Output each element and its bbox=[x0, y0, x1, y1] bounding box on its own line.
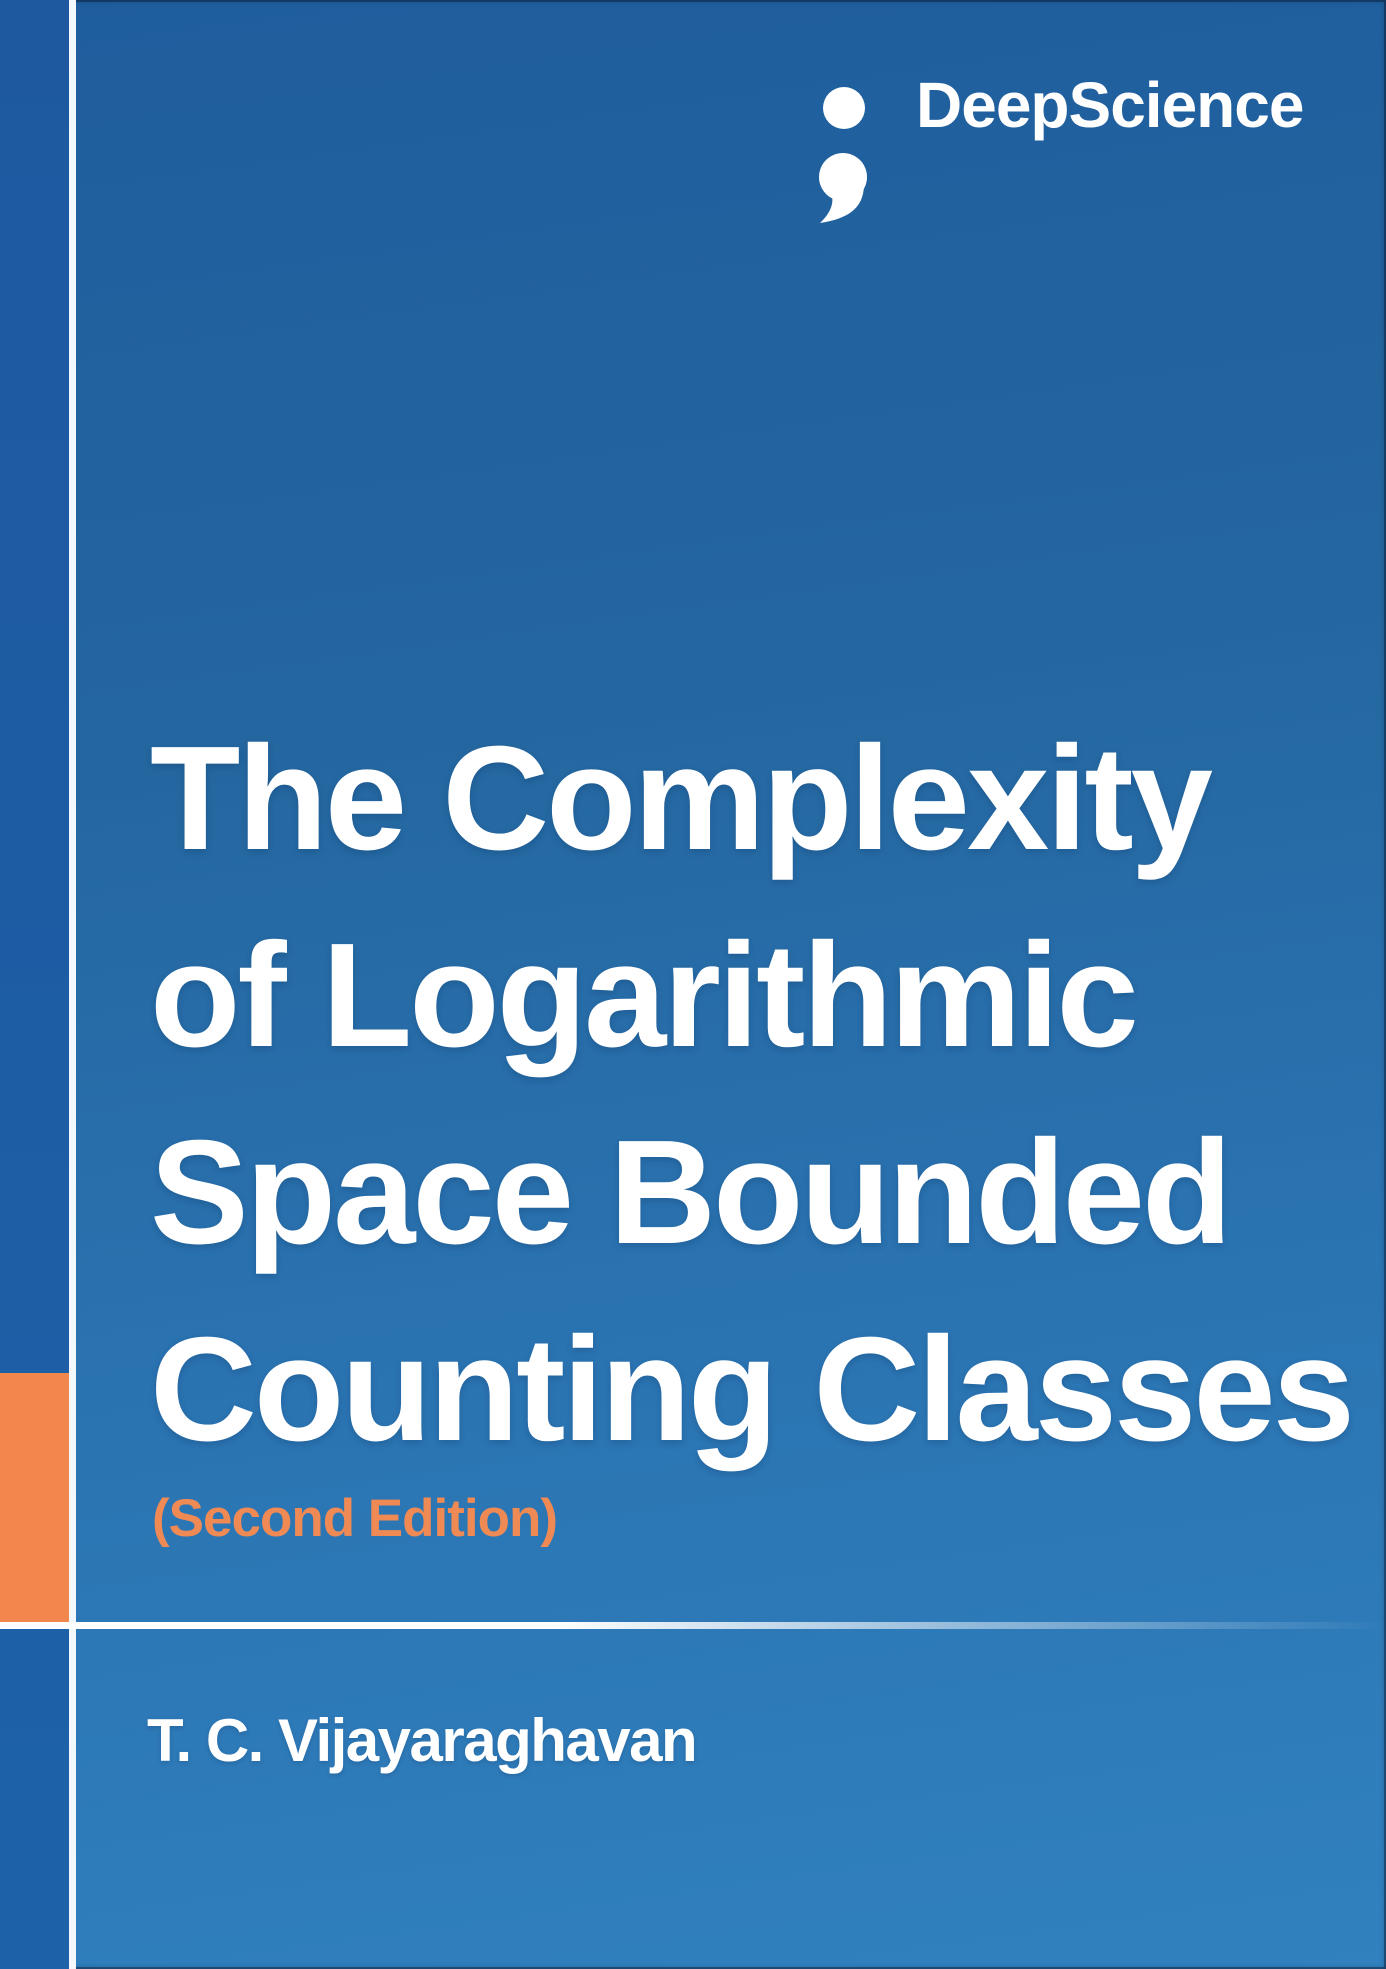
book-title bbox=[150, 700, 1350, 1488]
horizontal-divider bbox=[0, 1622, 1386, 1629]
title-line-4: Counting Classes bbox=[150, 1307, 1352, 1472]
semicolon-icon bbox=[812, 78, 876, 248]
title-line-2: of Logarithmic bbox=[150, 913, 1136, 1078]
title-line-3: Space Bounded bbox=[150, 1110, 1230, 1275]
vertical-divider bbox=[69, 0, 76, 1969]
title-line-1: The Complexity bbox=[150, 716, 1210, 881]
edition-label: (Second Edition) bbox=[152, 1489, 558, 1548]
publisher-name: DeepScience bbox=[916, 69, 1304, 141]
spine-orange-accent bbox=[0, 1373, 69, 1622]
author-name: T. C. Vijayaraghavan bbox=[147, 1707, 697, 1774]
spine-bar bbox=[0, 0, 69, 1969]
